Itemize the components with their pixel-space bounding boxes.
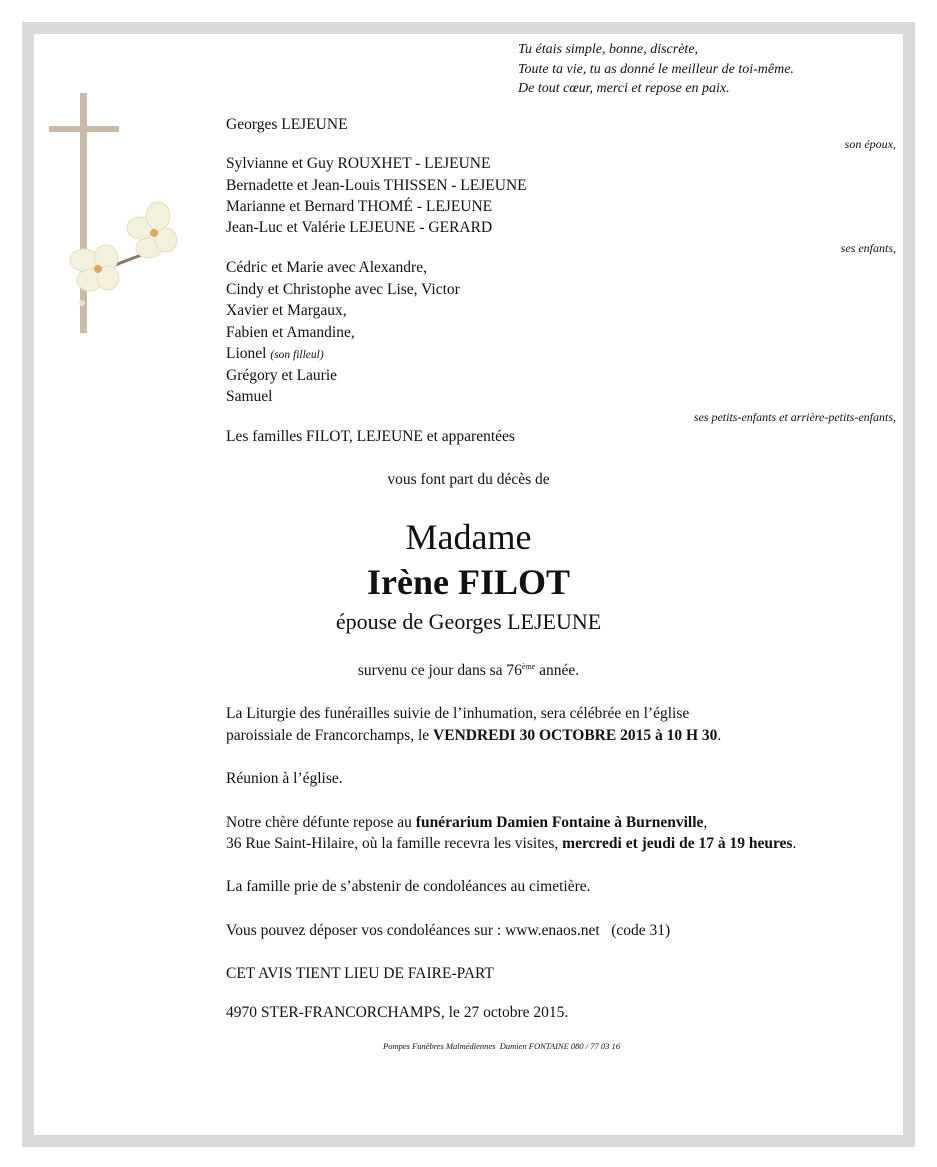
spouse-role: son époux, (844, 137, 896, 151)
child-line: Jean-Luc et Valérie LEJEUNE - GERARD (226, 219, 493, 236)
deceased-name: Irène FILOT (367, 562, 570, 602)
deceased-spouse-line: épouse de Georges LEJEUNE (335, 609, 602, 634)
funeral-datetime: VENDREDI 30 OCTOBRE 2015 à 10 H 30 (433, 727, 718, 744)
age-line (0, 662, 937, 680)
grandchild-line: Xavier et Margaux, (226, 302, 347, 319)
child-line: Marianne et Bernard THOMÉ - LEJEUNE (226, 198, 493, 215)
child-line: Bernadette et Jean-Louis THISSEN - LEJEUNE (226, 177, 527, 194)
reunion-line: Réunion à l’église. (226, 770, 343, 787)
grandchild-line: Grégory et Laurie (226, 367, 338, 384)
place-date: 4970 STER-FRANCORCHAMPS, le 27 octobre 2015. (226, 1004, 569, 1021)
liturgy-line-1: La Liturgie des funérailles suivie de l’inhumation, sera célébrée en l’église (226, 705, 690, 722)
grandchild-line: Samuel (226, 388, 273, 405)
visits-end: . (792, 835, 797, 852)
poem (518, 40, 794, 99)
grandchild-line: Cédric et Marie avec Alexandre, (226, 259, 427, 276)
funerarium-end: , (703, 814, 708, 831)
announce-line: vous font part du décès de (387, 471, 550, 488)
funerarium-line-2 (226, 835, 796, 853)
footer-credit: Pompes Funèbres Malmédiennes Damien FONTAINE 080 / 77 03 16 (383, 1041, 621, 1051)
deceased-title: Madame (405, 517, 532, 557)
grandchild-name: Lionel (226, 345, 267, 362)
poem-line: De tout cœur, merci et repose en paix. (518, 81, 730, 96)
grandchildren-role: ses petits-enfants et arrière-petits-enfants, (693, 410, 896, 424)
liturgy-end: . (717, 727, 722, 744)
funerarium-text: Notre chère défunte repose au (226, 814, 416, 831)
funerarium-name: funérarium Damien Fontaine à Burnenville (415, 814, 704, 831)
online-condolences: Vous pouvez déposer vos condoléances sur : www.enaos.net (code 31) (226, 922, 671, 939)
godson-note: (son filleul) (270, 349, 324, 361)
condolences-note: La famille prie de s’abstenir de condoléances au cimetière. (226, 878, 591, 895)
grandchild-line: Fabien et Amandine, (226, 324, 355, 341)
liturgy-line-2 (226, 727, 721, 745)
visits-text: 36 Rue Saint-Hilaire, où la famille recevra les visites, (226, 835, 563, 852)
families-line: Les familles FILOT, LEJEUNE et apparentées (226, 428, 515, 445)
child-line: Sylvianne et Guy ROUXHET - LEJEUNE (226, 155, 491, 172)
children-role: ses enfants, (840, 241, 896, 255)
visits-times: mercredi et jeudi de 17 à 19 heures (562, 835, 793, 852)
funerarium-line-1 (226, 814, 707, 832)
liturgy-text: paroissiale de Francorchamps, le (226, 727, 434, 744)
grandchild-line (226, 345, 324, 363)
poem-line: Toute ta vie, tu as donné le meilleur de toi-même. (518, 61, 794, 77)
spouse-name: Georges LEJEUNE (226, 116, 348, 133)
notice-line: CET AVIS TIENT LIEU DE FAIRE-PART (226, 965, 494, 982)
poem-line: Tu étais simple, bonne, discrète, (518, 42, 699, 57)
cross-orchid-icon (46, 88, 181, 338)
age-prefix: survenu ce jour dans sa 76 (357, 662, 522, 679)
grandchild-line: Cindy et Christophe avec Lise, Victor (226, 281, 460, 298)
age-suffix: année. (535, 662, 580, 679)
age-ordinal: ème (521, 662, 536, 671)
